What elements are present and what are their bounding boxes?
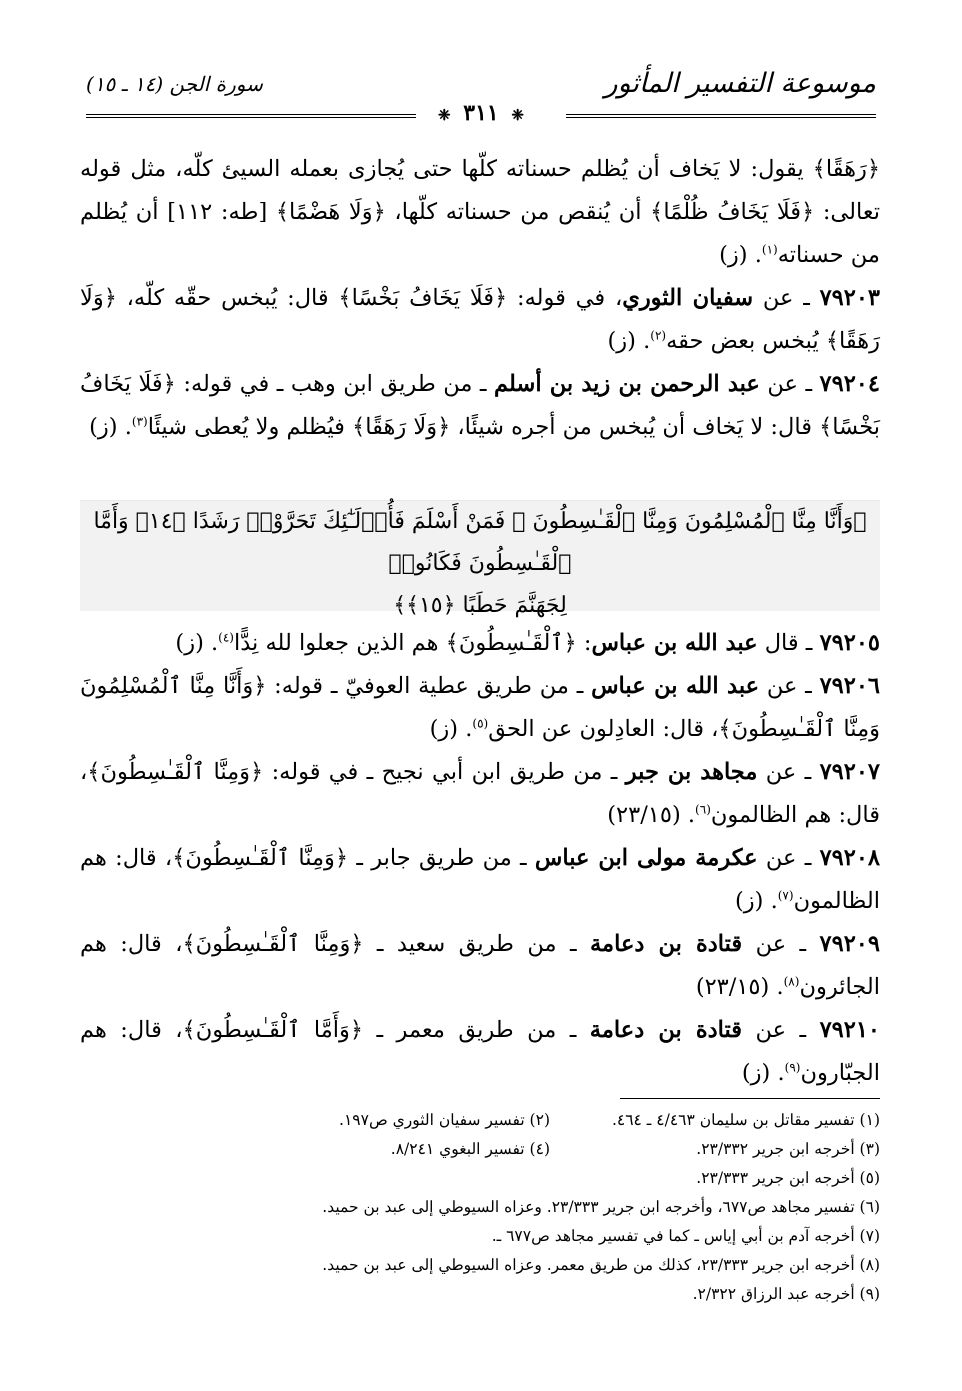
narrator-name: عبد الرحمن بن زيد بن أسلم — [494, 371, 760, 397]
verse-line-2: لِجَهَنَّمَ حَطَبًا ﴿١٥﴾﴾ — [393, 593, 567, 618]
footnote-ref[interactable]: (٦) — [695, 802, 711, 817]
narrator-name: عبد الله بن عباس — [591, 673, 760, 699]
entry-text: ـ من طريق سعيد ـ ﴿وَمِنَّا ٱلْقَـٰسِطُونَ﴾، قال: هم — [80, 931, 590, 957]
narrator-name: سفيان الثوري — [622, 285, 754, 311]
narrator-name: قتادة بن دعامة — [589, 931, 743, 957]
footnote-ref[interactable]: (٧) — [777, 888, 794, 903]
footnote-4: (٤) تفسير البغوي ٨/٢٤١. — [390, 1140, 550, 1158]
source-code: . (ز) — [175, 630, 219, 656]
entry-79210 — [80, 1009, 880, 1095]
entry-text: ـ عن — [757, 759, 820, 785]
entry-text: وَمِنَّا ٱلْقَـٰسِطُونَ﴾، قال: العادِلون عن الحق — [488, 716, 880, 742]
entry-text: ٱلْقَـٰسِطُونَ﴾، قال: هم الظالمون — [80, 759, 880, 828]
verse-block — [80, 500, 880, 618]
source-code: . (ز) — [719, 242, 762, 268]
entry-79209 — [80, 923, 880, 1009]
verse-line-1: ﴿وَأَنَّا مِنَّا ٱلْمُسْلِمُونَ وَمِنَّا ٱلْقَـٰسِطُونَ ۖ فَمَنْ أَسْلَمَ فَأُو۟لَـٰٓئِكَ تَحَرَّوْا۟ رَشَدًا ﴿١٤﴾ وَأَمَّا ٱلْقَـٰسِطُونَ فَكَانُوا۟ — [93, 509, 867, 576]
footnote-separator — [620, 1098, 880, 1099]
footnotes — [80, 1106, 880, 1309]
entry-number: ٧٩٢٠٧ — [819, 759, 880, 785]
footnote-7: (٧) أخرجه آدم بن أبي إياس ـ كما في تفسير مجاهد ص٦٧٧ ـ. — [491, 1227, 880, 1245]
entry-number: ٧٩٢٠٤ — [819, 371, 880, 397]
source-code: . (ز) — [607, 328, 651, 354]
intro-paragraph — [80, 148, 880, 277]
entry-text: ـ من طريق جابر ـ ﴿وَمِنَّا ٱلْقَـٰسِطُونَ﴾، قال: — [115, 845, 535, 871]
source-code: . (ز) — [741, 1060, 785, 1086]
entry-text: ـ عن — [759, 673, 820, 699]
entry-text: : ﴿ٱلْقَـٰسِطُونَ﴾ هم الذين جعلوا لله نِدًّا — [233, 630, 592, 656]
source-code: . (ز) — [429, 716, 473, 742]
body-text-lower — [80, 622, 880, 1095]
narrator-name: عبد الله بن عباس — [591, 630, 758, 656]
footnote-3: (٣) أخرجه ابن جرير ٢٣/٣٣٢. — [696, 1140, 880, 1158]
entry-text: ـ قال — [757, 630, 820, 656]
entry-79207 — [80, 751, 880, 837]
entry-79208 — [80, 837, 880, 923]
footnote-ref[interactable]: (٥) — [472, 716, 489, 731]
footnote-8: (٨) أخرجه ابن جرير ٢٣/٣٣٣، كذلك من طريق معمر. وعزاه السيوطي إلى عبد بن حميد. — [322, 1256, 880, 1274]
page-number-value: ٣١١ — [463, 100, 499, 126]
footnote-ref[interactable]: (٤) — [218, 630, 234, 645]
source-code: . (ز) — [735, 888, 778, 914]
footnote-2: (٢) تفسير سفيان الثوري ص١٩٧. — [339, 1111, 550, 1129]
entry-79205 — [80, 622, 880, 665]
entry-text: يَخَافُ بَخْسًا﴾ قال: لا يَخاف أن يُبخس من أجره شيئًا، ﴿وَلَا رَهَقًا﴾ فيُظلم ولا — [80, 371, 880, 440]
header-rule-row — [86, 100, 876, 130]
entry-text: ـ عن — [742, 1017, 820, 1043]
ornament-icon: ❈ — [438, 106, 451, 124]
footnote-6: (٦) تفسير مجاهد ص٦٧٧، وأخرجه ابن جرير ٢٣/٣٣٣. وعزاه السيوطي إلى عبد بن حميد. — [322, 1198, 880, 1216]
page-number — [433, 100, 529, 126]
entry-text: يُعطى شيئًا — [147, 414, 249, 440]
entry-text: ـ من طريق معمر ـ ﴿وَأَمَّا ٱلْقَـٰسِطُونَ﴾، قال: هم — [80, 1017, 590, 1043]
ornament-icon: ❈ — [511, 106, 524, 124]
entry-text: الجبّارون — [800, 1060, 880, 1086]
entry-text: ـ عن — [759, 371, 820, 397]
footnote-5: (٥) أخرجه ابن جرير ٢٣/٣٣٣. — [696, 1169, 880, 1187]
entry-number: ٧٩٢١٠ — [819, 1017, 881, 1043]
narrator-name: عكرمة مولى ابن عباس — [534, 845, 758, 871]
entry-79203 — [80, 277, 880, 363]
entry-79206 — [80, 665, 880, 751]
running-header — [86, 68, 876, 102]
body-text-upper — [80, 148, 880, 449]
entry-text: ، في قوله: ﴿فَلَا يَخَافُ بَخْسًا﴾ قال: يُبخس حقّه كلّه، — [126, 285, 623, 311]
entry-number: ٧٩٢٠٥ — [819, 630, 880, 656]
source-code: . (٢٣/١٥) — [607, 802, 696, 828]
header-rule-right — [566, 114, 876, 118]
entry-text: هم الظالمون — [80, 845, 880, 914]
entry-text: ﴿وَلَا رَهَقًا﴾ يُبخس بعض حقه — [80, 285, 880, 354]
entry-text: ـ عن — [753, 285, 820, 311]
intro-line-1: ﴿رَهَقًا﴾ يقول: لا يَخاف أن يُظلم حسناته كلّها حتى يُجازى بعمله السيئ كلّه، مثل — [130, 156, 881, 182]
narrator-name: مجاهد بن جبر — [625, 759, 758, 785]
entry-text: ـ عن — [742, 931, 820, 957]
source-code: . (٢٣/١٥) — [695, 974, 784, 1000]
footnote-ref[interactable]: (٨) — [783, 974, 800, 989]
entry-number: ٧٩٢٠٩ — [819, 931, 880, 957]
entry-text: ـ من طريق ابن أبي نجيح ـ في قوله: ﴿وَمِنَّا — [213, 759, 626, 785]
header-rule-left — [86, 114, 416, 118]
source-code: . (ز) — [89, 414, 132, 440]
intro-line-2: قوله تعالى: ﴿فَلَا يَخَافُ ظُلْمًا﴾ أن يُنقص من حسناته كلّها، ﴿وَلَا هَضْمًا﴾ [طه: ١١٢] — [80, 156, 880, 225]
footnote-ref[interactable]: (١) — [761, 242, 778, 257]
narrator-name: قتادة بن دعامة — [589, 1017, 743, 1043]
entry-number: ٧٩٢٠٨ — [819, 845, 881, 871]
footnote-row — [80, 1106, 880, 1135]
footnote-ref[interactable]: (٣) — [131, 414, 148, 429]
footnote-row — [80, 1135, 880, 1164]
series-title: موسوعة التفسير المأثور — [604, 68, 876, 99]
footnote-1: (١) تفسير مقاتل بن سليمان ٤/٤٦٣ ـ ٤٦٤. — [611, 1111, 880, 1129]
entry-text: ـ عن — [757, 845, 820, 871]
entry-text: ـ من طريق ابن وهب ـ في قوله: ﴿فَلَا — [138, 371, 495, 397]
entry-text: ـ من طريق عطية العوفيّ ـ قوله: ﴿وَأَنَّا مِنَّا ٱلْمُسْلِمُونَ — [80, 673, 592, 699]
entry-text: الجائرون — [799, 974, 880, 1000]
entry-number: ٧٩٢٠٦ — [819, 673, 880, 699]
footnote-9: (٩) أخرجه عبد الرزاق ٢/٣٢٢. — [692, 1285, 880, 1303]
footnote-ref[interactable]: (٩) — [784, 1060, 801, 1075]
intro-line-3: أن يُظلم من حسناته — [80, 199, 880, 268]
footnote-ref[interactable]: (٢) — [650, 328, 667, 343]
entry-79204 — [80, 363, 880, 449]
surah-label: سورة الجن (١٤ ـ ١٥) — [86, 72, 263, 96]
entry-number: ٧٩٢٠٣ — [819, 285, 880, 311]
